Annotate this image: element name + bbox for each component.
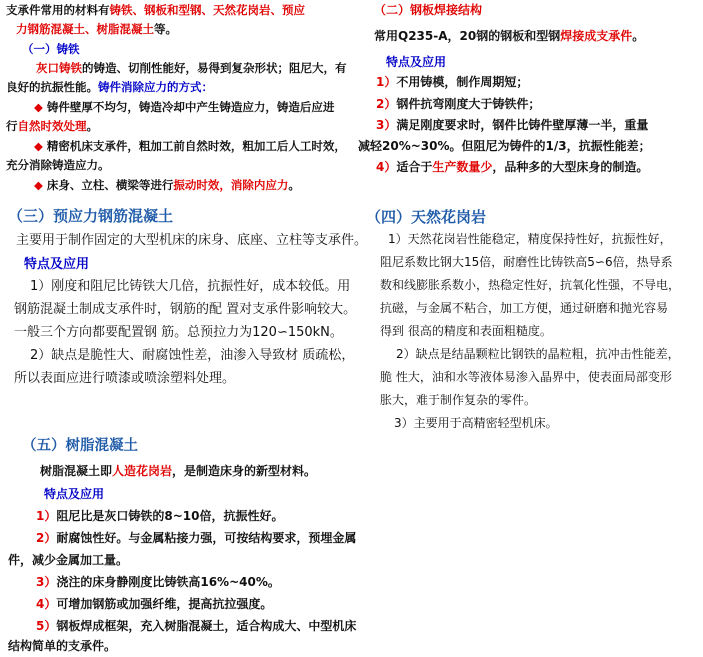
damping-text: 良好的抗振性能。: [6, 80, 98, 94]
resin-item-5-line-2: 结构简单的支承件。: [8, 639, 117, 653]
bullet-3-end: 。: [288, 178, 300, 192]
granite-line-8: 胀大，难于制作复杂的零件。: [380, 393, 537, 407]
item-text: 不用铸模，制作周期短；: [396, 75, 529, 89]
intro-end: 等。: [154, 22, 177, 36]
item-text: 耐腐蚀性好。与金属粘接力强，可按结构要求，预埋金属: [56, 531, 357, 545]
resin-item-1: [36, 509, 283, 524]
steel-item-3-line-1: [376, 118, 648, 133]
stress-relief-title: 铸件消除应力的方式：: [98, 80, 213, 94]
item-text: 阻尼比是灰口铸铁的8~10倍，抗振性好。: [56, 509, 284, 523]
item-number: 5）: [36, 619, 57, 633]
steel-grade-text: 常用Q235-A，20钢的钢板和型钢: [374, 29, 561, 43]
item-text: 浇注的床身静刚度比铸铁高16%~40%。: [56, 575, 280, 589]
granite-line-3: 数和线膨胀系数小，热稳定性好，抗氧化性强，不导电，: [380, 278, 681, 292]
concrete-line-3: 一般三个方向都要配置钢 筋。总预拉力为120∽150kN。: [14, 325, 343, 340]
item-number: 2）: [36, 531, 57, 545]
item-text: 钢板焊成框架，充入树脂混凝土，适合构成大、中型机床: [56, 619, 357, 633]
concrete-line-4: 2）缺点是脆性大、耐腐蚀性差，油渗入导致材 质疏松，: [30, 348, 355, 363]
item-number: 4）: [36, 597, 57, 611]
concrete-line-2: 钢筋混凝土制成支承件时，钢筋的配 置对支承件影响较大。: [14, 302, 357, 317]
gray-iron-term: 灰口铸铁: [36, 61, 82, 75]
bullet-2-line-1: [34, 139, 346, 153]
item-text: 可增加钢筋或加强纤维，提高抗拉强度。: [56, 597, 273, 611]
granite-line-2: 阻尼系数比钢大15倍，耐磨性比铸铁高5∽6倍，热导系: [380, 255, 673, 269]
resin-item-2-line-1: [36, 531, 356, 546]
item-number: 2）: [376, 97, 397, 111]
cast-iron-line-1: [36, 61, 347, 75]
item-number: 3）: [36, 575, 57, 589]
artificial-granite-term: 人造花岗岩: [112, 464, 173, 478]
concrete-intro: 主要用于制作固定的大型机床的床身、底座、立柱等支承件。: [16, 233, 368, 248]
intro-materials: 铸铁、钢板和型钢、天然花岗岩、预应: [109, 3, 305, 17]
heading-cast-iron: （一）铸铁: [22, 42, 80, 56]
vibration-aging-term: 振动时效，消除内应力: [173, 178, 289, 192]
welded-support-term: 焊接成支承件: [560, 29, 633, 43]
steel-item-4: [376, 160, 648, 175]
welded-steel-intro: [374, 29, 644, 44]
resin-item-4: [36, 597, 272, 612]
heading-resin-concrete: （五）树脂混凝土: [22, 438, 138, 454]
granite-line-1: 1）天然花岗岩性能稳定，精度保持性好，抗振性好，: [388, 232, 672, 246]
cast-iron-text: 的铸造、切削性能好，易得到复杂形状；阻尼大，有: [82, 61, 347, 75]
concrete-line-1: 1）刚度和阻尼比铸铁大几倍，抗振性好，成本较低。用: [30, 279, 351, 294]
item-text-cont: ，品种多的大型床身的制造。: [492, 160, 649, 174]
period: 。: [632, 29, 645, 43]
granite-line-5: 得到 很高的精度和表面粗糙度。: [380, 324, 552, 338]
intro-line-1: [6, 3, 305, 17]
granite-line-4: 抗磁，与金属不粘合，加工方便，通过研磨和抛光容易: [380, 301, 669, 315]
heading-welded-steel: （二）钢板焊接结构: [374, 3, 483, 17]
features-title-steel: 特点及应用: [386, 55, 447, 69]
item-number: 1）: [376, 75, 397, 89]
bullet-3-line-1: [34, 178, 300, 192]
resin-item-3: [36, 575, 280, 590]
resin-item-5-line-1: [36, 619, 356, 634]
diamond-bullet-icon: ◆: [34, 178, 43, 192]
intro-line-2: [16, 22, 177, 36]
bullet-1-end: 。: [86, 119, 98, 133]
natural-aging-term: 自然时效处理: [17, 119, 87, 133]
cast-iron-line-2: [6, 80, 213, 94]
item-number: 4）: [376, 160, 397, 174]
heading-prestressed-concrete: （三）预应力钢筋混凝土: [8, 207, 174, 225]
item-text: 满足刚度要求时，钢件比铸件壁厚薄一半，重量: [396, 118, 649, 132]
concrete-line-5: 所以表面应进行喷漆或喷涂塑料处理。: [14, 371, 236, 386]
granite-line-9: 3）主要用于高精密轻型机床。: [394, 416, 558, 430]
item-number: 3）: [376, 118, 397, 132]
bullet-1-line-1: [34, 100, 334, 114]
bullet-3-text: 床身、立柱、横梁等进行: [46, 178, 174, 192]
heading-granite: （四）天然花岗岩: [366, 208, 487, 226]
granite-line-6: 2）缺点是结晶颗粒比钢铁的晶粒粗，抗冲击性能差，: [396, 347, 680, 361]
granite-line-7: 脆 性大，油和水等液体易渗入晶界中，使表面局部变形: [380, 370, 672, 384]
bullet-2-line-2: 充分消除铸造应力。: [6, 158, 110, 172]
resin-intro: [40, 464, 316, 479]
steel-item-3-line-2: 减轻20%~30%。但阻尼为铸件的1/3，抗振性能差；: [358, 139, 651, 153]
resin-intro-text: 树脂混凝土即: [40, 464, 113, 478]
item-number: 1）: [36, 509, 57, 523]
item-text: 钢件抗弯刚度大于铸铁件；: [396, 97, 541, 111]
bullet-1-text-cont: 行: [6, 119, 18, 133]
resin-intro-end: ，是制造床身的新型材料。: [172, 464, 317, 478]
bullet-1-text: 铸件壁厚不均匀，铸造冷却中产生铸造应力，铸造后应进: [46, 100, 335, 114]
bullet-2-text: 精密机床支承件，粗加工前自然时效，粗加工后人工时效，: [46, 139, 346, 153]
item-text: 适合于: [396, 160, 433, 174]
features-title-resin: 特点及应用: [44, 487, 105, 501]
intro-text: 支承件常用的材料有: [6, 3, 110, 17]
resin-item-2-line-2: 件，减少金属加工量。: [8, 553, 129, 567]
features-title-concrete: 特点及应用: [24, 257, 90, 272]
bullet-1-line-2: [6, 119, 98, 133]
small-batch-term: 生产数量少: [432, 160, 493, 174]
steel-item-2: [376, 97, 540, 112]
diamond-bullet-icon: ◆: [34, 100, 43, 114]
steel-item-1: [376, 75, 528, 90]
diamond-bullet-icon: ◆: [34, 139, 43, 153]
intro-materials-cont: 力钢筋混凝土、树脂混凝土: [16, 22, 154, 36]
